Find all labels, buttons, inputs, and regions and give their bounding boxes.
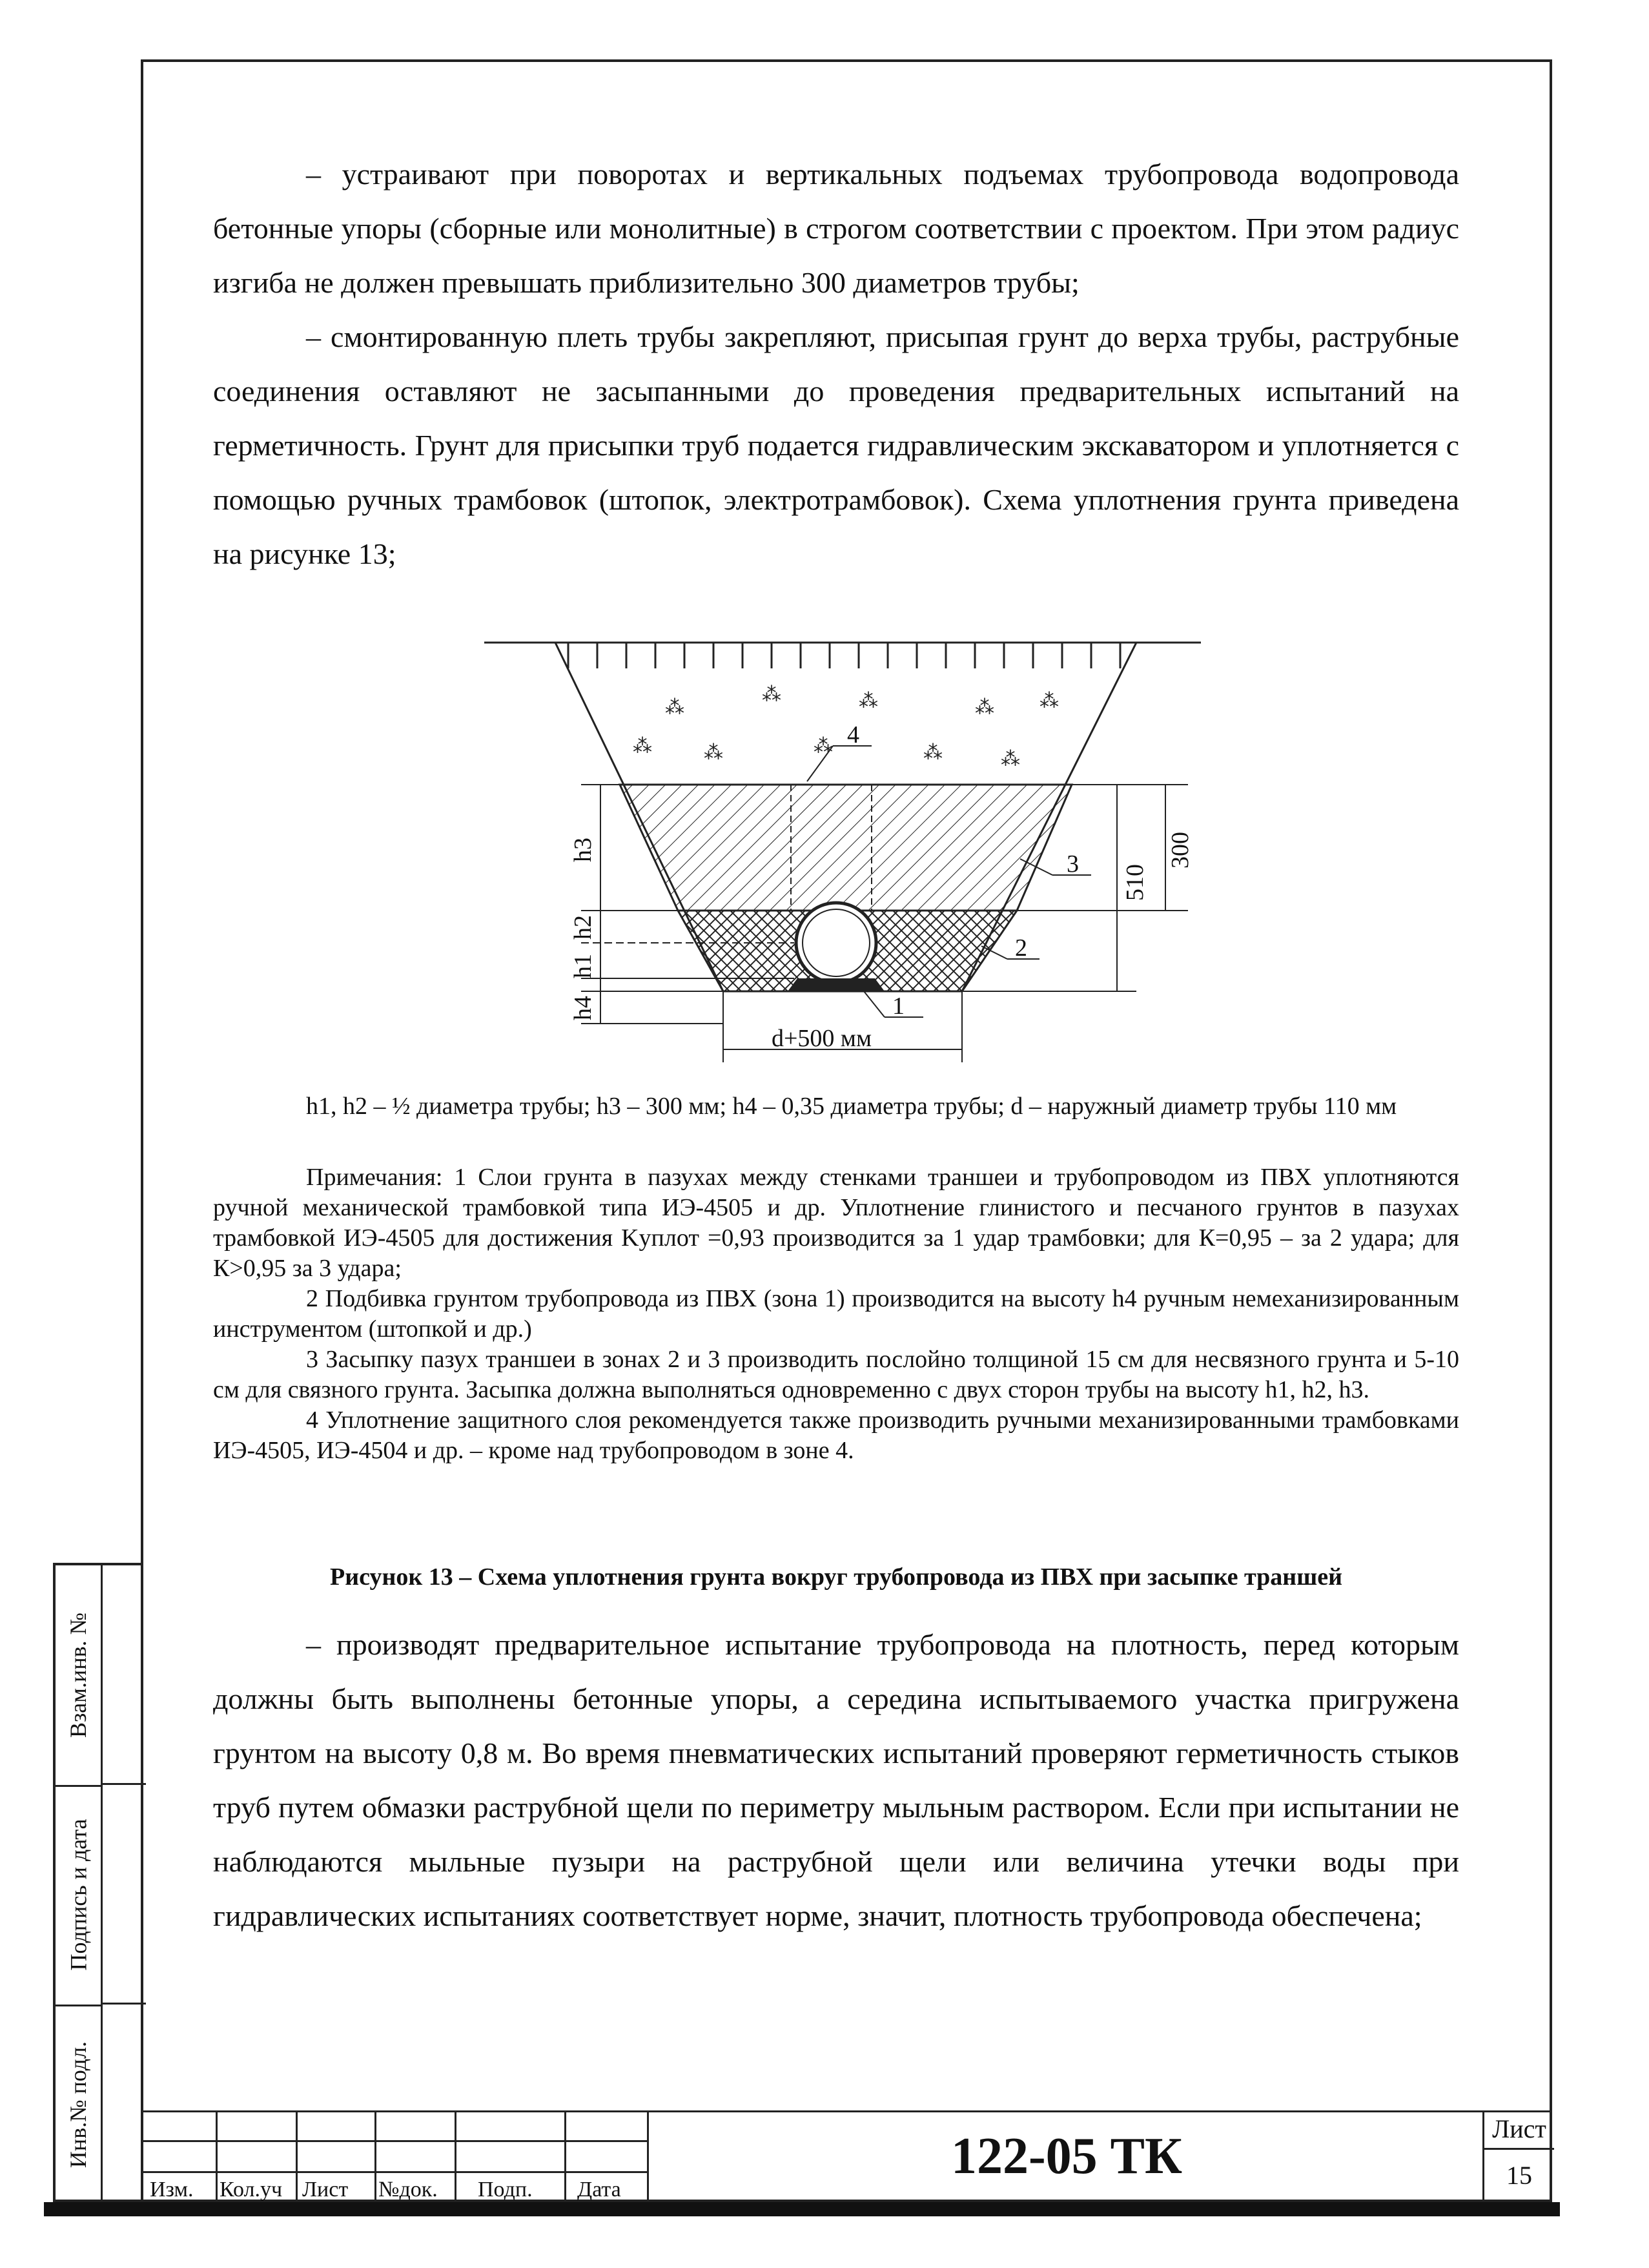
svg-text:⁂: ⁂ xyxy=(633,735,652,758)
sheet-number: 15 xyxy=(1506,2161,1532,2190)
document-code: 122-05 ТК xyxy=(647,2110,1484,2202)
svg-text:⁂: ⁂ xyxy=(859,690,878,712)
side-stamp xyxy=(53,1563,143,2202)
label-zone2: 2 xyxy=(1015,934,1027,962)
label-h3: h3 xyxy=(569,838,597,862)
stamp-izm: Изм. xyxy=(150,2178,194,2201)
sheet-block xyxy=(1482,2110,1554,2202)
paragraph-1: – устраивают при поворотах и вертикальных подъемах трубопровода водопровода бетонные упоры (сборные или монолитные) в строгом соответствии с проектом. При этом радиус изгиба не должен превышать приблизительно 300 диаметров трубы; xyxy=(213,158,1459,299)
stamp-ndok: №док. xyxy=(378,2178,438,2201)
paragraph-2: – смонтированную плеть трубы закрепляют, присыпая грунт до верха трубы, раструбные соединения оставляют не засыпанными до проведения предварительных испытаний на герметичность. Грунт для присыпки труб подается гидравлическим экскаватором и уплотняется с помощью ручных трамбовок (штопок, электротрамбовок). Схема уплотнения грунта приведена на рисунке 13; xyxy=(213,320,1459,570)
stamp-data: Дата xyxy=(577,2178,621,2201)
label-h2: h2 xyxy=(569,915,597,940)
title-block xyxy=(141,2110,1552,2202)
label-h4: h4 xyxy=(569,996,597,1020)
note-2: 2 Подбивка грунтом трубопровода из ПВХ (зона 1) производится на высоту h4 ручным немеханизированным инструментом (штопкой и др.) xyxy=(213,1285,1459,1343)
note-4: 4 Уплотнение защитного слоя рекомендуется также производить ручными механизированными трамбовками ИЭ-4505, ИЭ-4504 и др. – кроме над трубопроводом в зоне 4. xyxy=(213,1407,1459,1464)
figure-caption: Рисунок 13 – Схема уплотнения грунта вокруг трубопровода из ПВХ при засыпке траншей xyxy=(330,1563,1342,1591)
figure-13 xyxy=(471,617,1214,1072)
stamp-koluch: Кол.уч xyxy=(220,2178,283,2201)
svg-text:⁂: ⁂ xyxy=(762,683,781,706)
svg-text:⁂: ⁂ xyxy=(1040,690,1059,712)
figure-notes xyxy=(213,1162,1459,1466)
svg-text:⁂: ⁂ xyxy=(923,741,943,764)
label-width: d+500 мм xyxy=(772,1025,872,1052)
side-label-vzam: Взам.инв. № xyxy=(65,1613,91,1738)
stamp-list: Лист xyxy=(302,2178,349,2201)
sheet-label: Лист xyxy=(1484,2110,1554,2150)
paragraph-3: – производят предварительное испытание трубопровода на плотность, перед которым должны быть выполнены бетонные упоры, а середина испытываемого участка пригружена грунтом на высоту 0,8 м. Во время пневматических испытаний проверяют герметичность стыков труб путем обмазки раструбной щели по периметру мыльным раствором. Если при испытании не наблюдаются мыльные пузыри на раструбной щели или величина утечки воды при гидравлических испытаниях соответствует норме, значит, плотность трубопровода обеспечена; xyxy=(213,1628,1459,1932)
label-zone1: 1 xyxy=(892,993,905,1020)
note-1: Примечания: 1 Слои грунта в пазухах между стенками траншеи и трубопроводом из ПВХ уплотняются ручной механической трамбовкой типа ИЭ-4505 и др. Уплотнение глинистого и песчаного грунтов в пазухах трамбовкой ИЭ-4505 для достижения Kуплот =0,93 производится за 1 удар трамбовки; для К=0,95 – за 2 удара; для К>0,95 за 3 удара; xyxy=(213,1164,1459,1282)
svg-text:⁂: ⁂ xyxy=(975,696,994,719)
svg-text:⁂: ⁂ xyxy=(665,696,684,719)
svg-text:⁂: ⁂ xyxy=(1001,748,1020,770)
side-label-podpis: Подпись и дата xyxy=(65,1819,92,1971)
svg-text:⁂: ⁂ xyxy=(814,735,833,758)
note-3: 3 Засыпку пазух траншеи в зонах 2 и 3 производить послойно толщиной 15 см для несвязного грунта и 5-10 см для связного грунта. Засыпка должна выполняться одновременно с двух сторон трубы на высоту h1, h2, h3. xyxy=(213,1346,1459,1403)
figure-legend: h1, h2 – ½ диаметра трубы; h3 – 300 мм; h4 – 0,35 диаметра трубы; d – наружный диаметр трубы 110 мм xyxy=(306,1093,1397,1120)
label-510: 510 xyxy=(1122,864,1149,901)
side-label-inv: Инв.№ подл. xyxy=(65,2041,91,2169)
label-300: 300 xyxy=(1167,832,1194,869)
svg-text:⁂: ⁂ xyxy=(704,741,723,764)
label-zone3: 3 xyxy=(1067,850,1079,878)
label-zone4: 4 xyxy=(847,721,859,748)
label-h1: h1 xyxy=(569,954,597,978)
stamp-podp: Подп. xyxy=(478,2178,533,2201)
scan-edge xyxy=(44,2202,1560,2216)
